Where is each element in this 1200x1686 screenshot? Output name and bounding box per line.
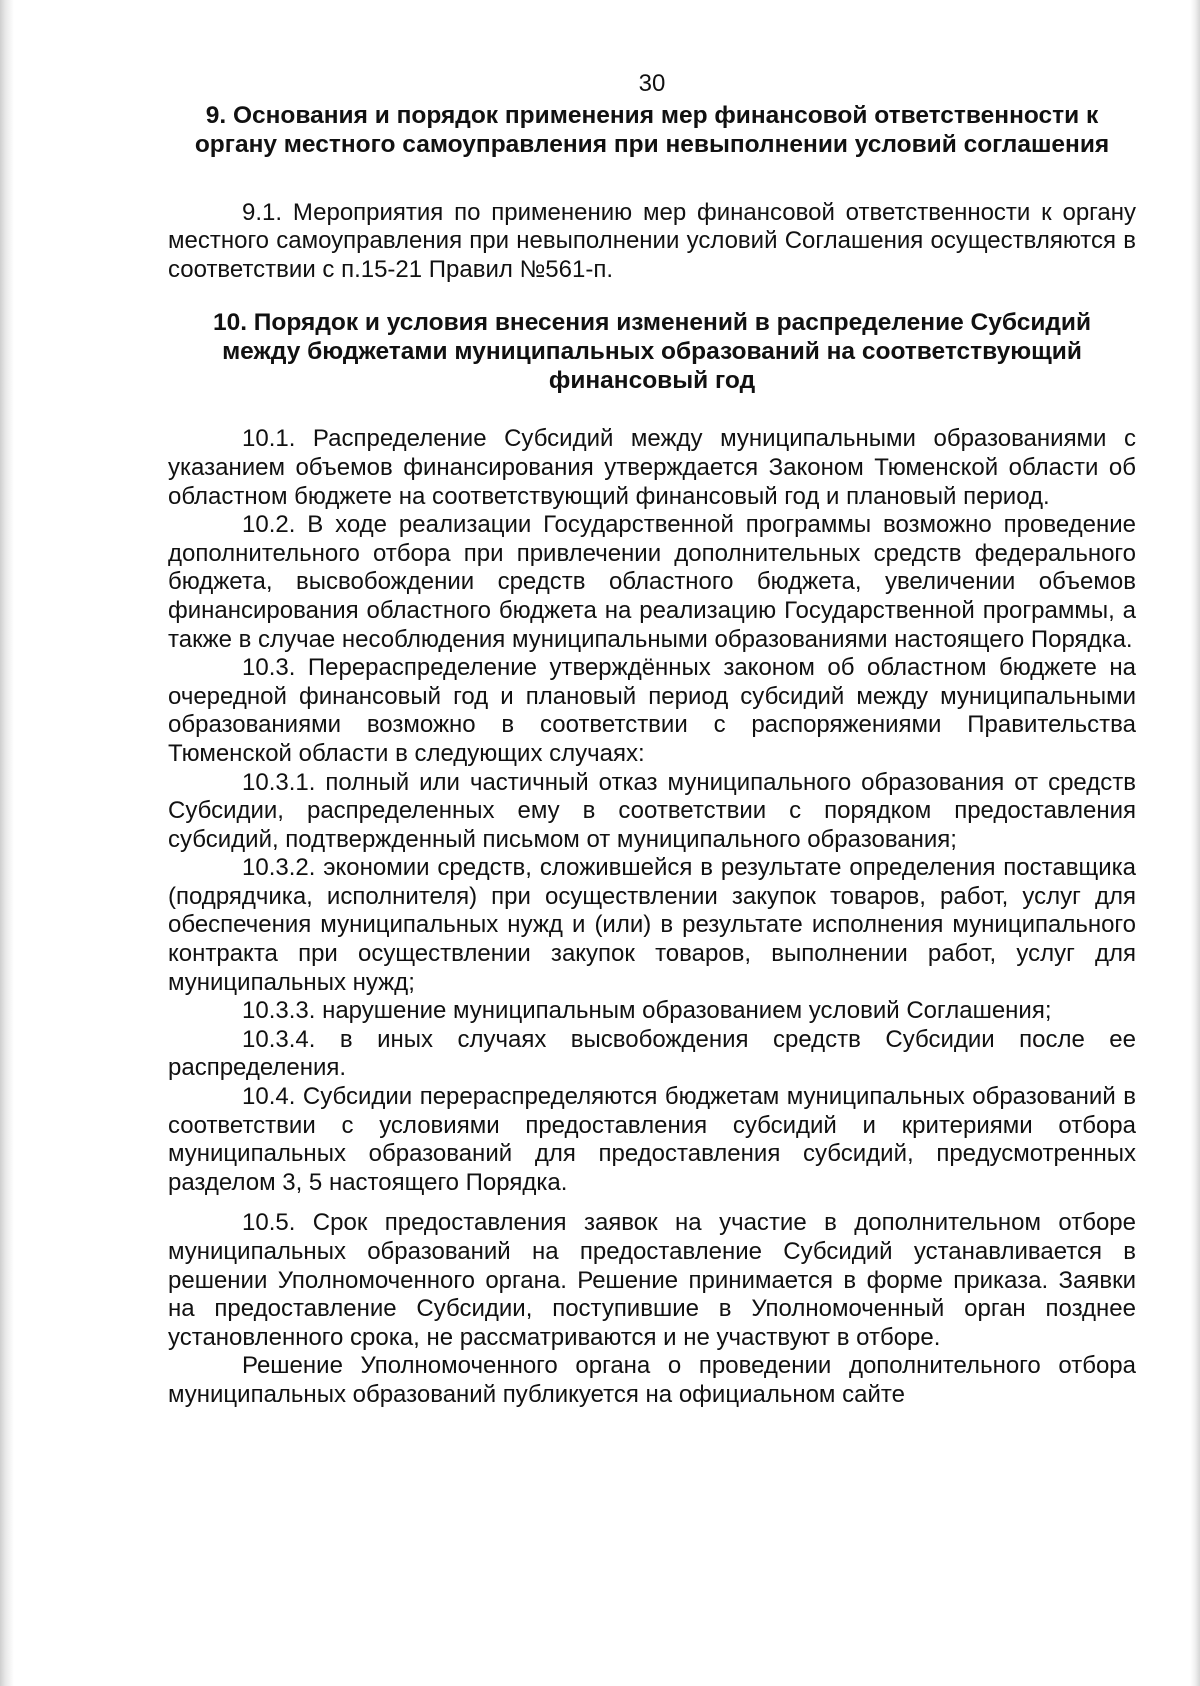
scan-edge-left (0, 0, 14, 1686)
paragraph-10-3-3: 10.3.3. нарушение муниципальным образованием условий Соглашения; (242, 997, 1052, 1025)
section-9-heading: 9. Основания и порядок применения мер финансовой ответственности к органу местного самоуправления при невыполнении условий соглашения (194, 101, 1110, 158)
paragraph-10-1: 10.1. Распределение Субсидий между муниципальными образованиями с указанием объемов финансирования утверждается Законом Тюменской области об областном бюджете на соответствующий финансовый год и плановый период. (168, 425, 1136, 510)
paragraph-9-1: 9.1. Мероприятия по применению мер финансовой ответственности к органу местного самоуправления при невыполнении условий Соглашения осуществляются в соответствии с п.15-21 Правил №561-п. (168, 198, 1136, 283)
section-10-heading: 10. Порядок и условия внесения изменений в распределение Субсидий между бюджетами муниципальных образований на соответствующий финансовый год (212, 309, 1092, 395)
paragraph-10-5: 10.5. Срок предоставления заявок на участие в дополнительном отборе муниципальных образований на предоставление Субсидий устанавливается в решении Уполномоченного органа. Решение принимается в форме приказа. Заявки на предоставление Субсидии, поступившие в Уполномоченный орган позднее установленного срока, не рассматриваются и не участвуют в отборе. (168, 1209, 1136, 1351)
document-page (168, 70, 1136, 1410)
scan-edge-right (1190, 0, 1200, 1686)
paragraph-10-3-4: 10.3.4. в иных случаях высвобождения средств Субсидии после ее распределения. (168, 1025, 1136, 1082)
paragraph-10-3: 10.3. Перераспределение утверждённых законом об областном бюджете на очередной финансовый год и плановый период субсидий между муниципальными образованиями возможно в соответствии с распоряжениями Правительства Тюменской области в следующих случаях: (168, 654, 1136, 767)
page-number: 30 (638, 70, 666, 97)
paragraph-10-4: 10.4. Субсидии перераспределяются бюджетам муниципальных образований в соответствии с условиями предоставления субсидий и критериями отбора муниципальных образований для предоставления субсидий, предусмотренных разделом 3, 5 настоящего Порядка. (168, 1083, 1136, 1196)
paragraph-10-2: 10.2. В ходе реализации Государственной программы возможно проведение дополнительного отбора при привлечении дополнительных средств федерального бюджета, высвобождении средств областного бюджета, увеличении объемов финансирования областного бюджета на реализацию Государственной программы, а также в случае несоблюдения муниципальными образованиями настоящего Порядка. (168, 511, 1136, 653)
paragraph-decision: Решение Уполномоченного органа о проведении дополнительного отбора муниципальных образований публикуется на официальном сайте (168, 1352, 1136, 1408)
paragraph-10-3-2: 10.3.2. экономии средств, сложившейся в результате определения поставщика (подрядчика, исполнителя) при осуществлении закупок товаров, работ, услуг для обеспечения муниципальных нужд и (или) в результате исполнения муниципального контракта при осуществлении закупок товаров, выполнении работ, услуг для муниципальных нужд; (168, 854, 1136, 996)
paragraph-10-3-1: 10.3.1. полный или частичный отказ муниципального образования от средств Субсидии, распределенных ему в соответствии с порядком предоставления субсидий, подтвержденный письмом от муниципального образования; (168, 768, 1136, 853)
